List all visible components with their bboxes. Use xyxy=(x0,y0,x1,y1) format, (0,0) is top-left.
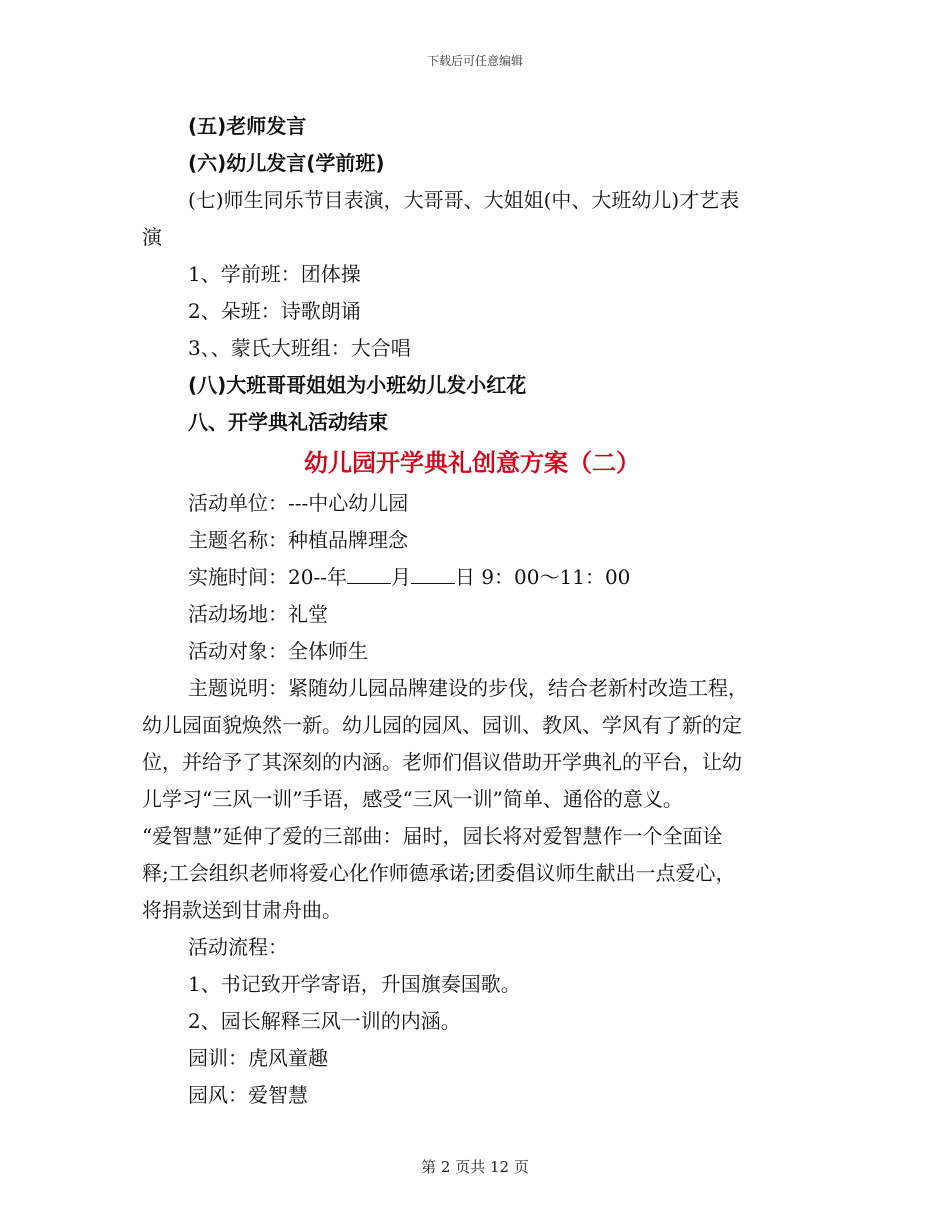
page-footer: 第 2 页共 12 页 xyxy=(421,1158,529,1176)
desc-line: 位，并给予了其深刻的内涵。老师们倡议借助开学典礼的平台，让幼 xyxy=(142,750,742,774)
section-title: 幼儿园开学典礼创意方案（二） xyxy=(304,449,640,477)
performance-1: 1、学前班：团体操 xyxy=(188,262,361,286)
time-month: 月 xyxy=(390,565,411,589)
item-performance-cont: 演 xyxy=(142,225,162,249)
desc-line: “爱智慧”延伸了爱的三部曲：届时，园长将对爱智慧作一个全面诠 xyxy=(142,824,723,848)
time-suffix: 日 9：00～11：00 xyxy=(454,565,631,589)
item-ceremony-end: 八、开学典礼活动结束 xyxy=(188,410,388,434)
item-teacher-speech: (五)老师发言 xyxy=(188,114,307,138)
activity-audience: 活动对象：全体师生 xyxy=(188,639,368,663)
kindergarten-motto: 园训：虎风童趣 xyxy=(188,1046,328,1070)
activity-unit: 活动单位：---中心幼儿园 xyxy=(188,491,409,515)
desc-line: 幼儿园面貌焕然一新。幼儿园的园风、园训、教风、学风有了新的定 xyxy=(142,713,742,737)
desc-line: 儿学习“三风一训”手语，感受“三风一训”简单、通俗的意义。 xyxy=(142,787,683,811)
theme-name: 主题名称：种植品牌理念 xyxy=(188,528,408,552)
item-child-speech: (六)幼儿发言(学前班) xyxy=(188,151,385,175)
flow-step-2: 2、园长解释三风一训的内涵。 xyxy=(188,1009,461,1033)
activity-venue: 活动场地：礼堂 xyxy=(188,602,328,626)
flow-title: 活动流程： xyxy=(188,935,288,959)
page-header: 下载后可任意编辑 xyxy=(426,54,523,68)
activity-time xyxy=(142,559,802,596)
flow-step-1: 1、书记致开学寄语，升国旗奏国歌。 xyxy=(188,972,521,996)
desc-line: 将捐款送到甘肃舟曲。 xyxy=(142,898,342,922)
performance-3: 3、、蒙氏大班组：大合唱 xyxy=(188,336,411,360)
desc-line: 主题说明：紧随幼儿园品牌建设的步伐，结合老新村改造工程， xyxy=(188,676,748,700)
kindergarten-style: 园风：爱智慧 xyxy=(188,1083,308,1107)
day-blank xyxy=(411,563,455,584)
desc-line: 释;工会组织老师将爱心化作师德承诺;团委倡议师生献出一点爱心， xyxy=(142,861,736,885)
item-performance: (七)师生同乐节目表演，大哥哥、大姐姐(中、大班幼儿)才艺表 xyxy=(188,188,740,212)
item-red-flowers: (八)大班哥哥姐姐为小班幼儿发小红花 xyxy=(188,373,527,397)
time-prefix: 实施时间：20--年 xyxy=(188,565,347,589)
document-body xyxy=(142,108,802,1114)
month-blank xyxy=(347,563,391,584)
performance-2: 2、朵班：诗歌朗诵 xyxy=(188,299,361,323)
